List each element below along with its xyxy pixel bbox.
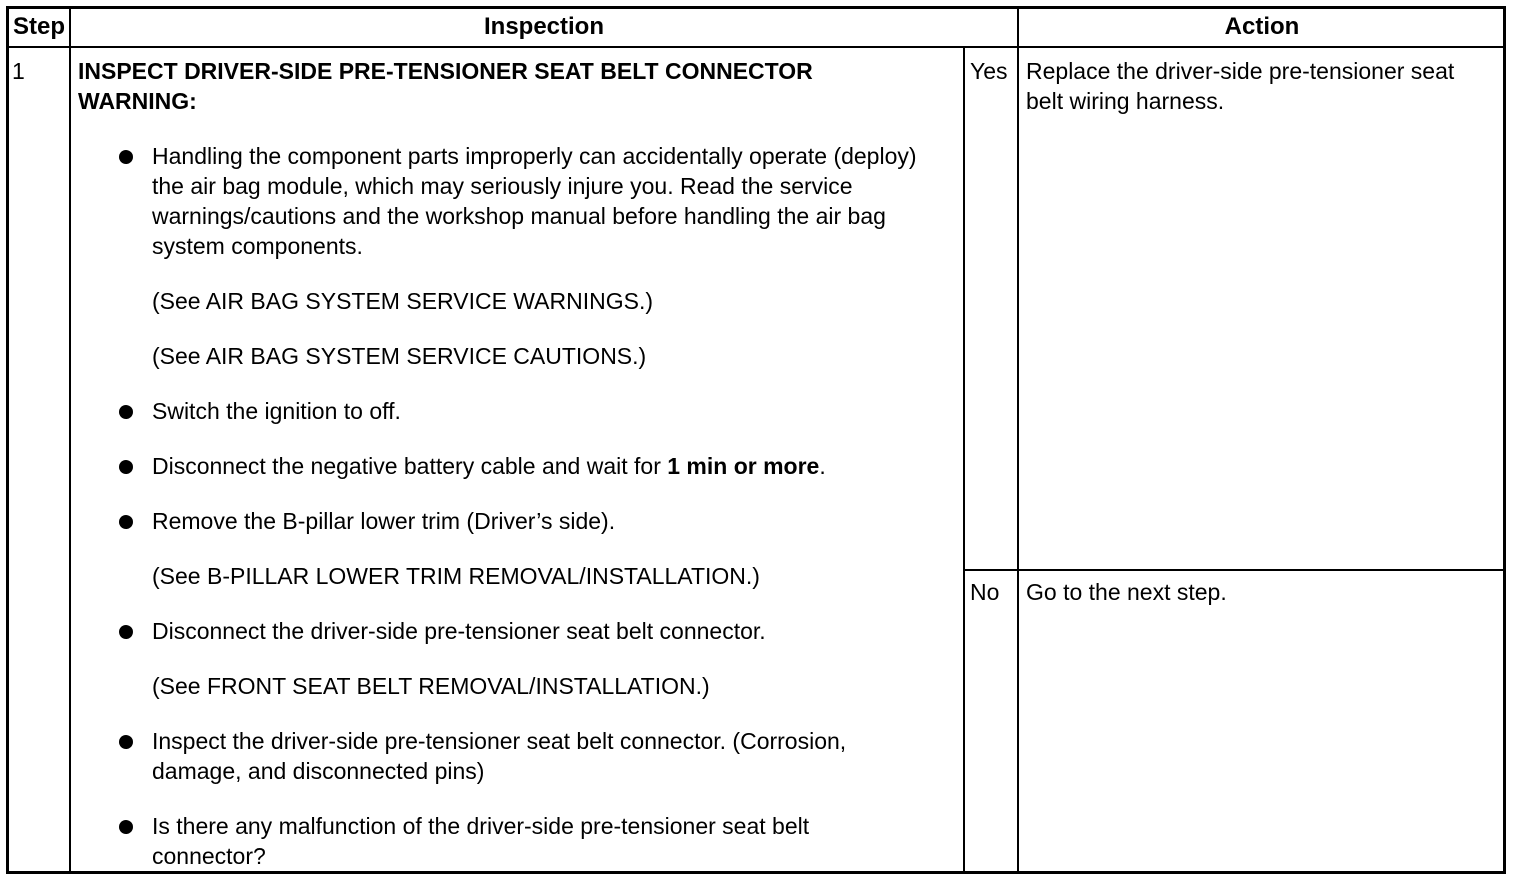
inspection-title-line2: WARNING: [78,88,197,114]
bullet-icon [119,735,133,749]
inspection-title [78,56,958,116]
inspection-step-emphasis: 1 min or more [667,453,820,479]
column-divider-step [69,6,71,874]
header-action: Action [1224,13,1300,40]
inspection-reference: (See B-PILLAR LOWER TRIM REMOVAL/INSTALLATION.) [152,563,760,589]
inspection-step: Switch the ignition to off. [152,398,401,424]
bullet-icon [119,405,133,419]
no-action: Go to the next step. [1026,579,1227,605]
header-divider [6,46,1506,48]
step-number: 1 [12,58,25,84]
inspection-reference: (See AIR BAG SYSTEM SERVICE WARNINGS.) [152,288,654,314]
inspection-question: Is there any malfunction of the driver-side pre-tensioner seat belt connector? [152,813,810,869]
bullet-icon [119,460,133,474]
bullet-icon [119,515,133,529]
bullet-icon [119,820,133,834]
inspection-step: Inspect the driver-side pre-tensioner seat belt connector. (Corrosion, damage, and disconnected pins) [152,728,847,784]
inspection-step: Disconnect the driver-side pre-tensioner seat belt connector. [152,618,766,644]
yes-label: Yes [970,58,1008,84]
column-divider-action [1017,6,1019,874]
inspection-title-line1: INSPECT DRIVER-SIDE PRE-TENSIONER SEAT BELT CONNECTOR [78,58,813,84]
no-label: No [970,579,1000,605]
inspection-reference: (See FRONT SEAT BELT REMOVAL/INSTALLATION.) [152,673,710,699]
inspection-warning-text: Handling the component parts improperly can accidentally operate (deploy) the air bag module, which may seriously injure you. Read the service warnings/cautions and the workshop manual before handling the air bag system components. [152,143,917,259]
header-inspection: Inspection [483,13,604,40]
column-divider-yes-no [963,47,965,874]
header-step: Step [12,13,65,40]
bullet-icon [119,150,133,164]
inspection-step-text-end: . [819,453,826,479]
inspection-step [152,451,952,481]
yes-action: Replace the driver-side pre-tensioner seat belt wiring harness. [1026,58,1455,114]
bullet-icon [119,625,133,639]
inspection-step: Remove the B-pillar lower trim (Driver’s side). [152,508,616,534]
yes-no-divider [963,569,1506,571]
inspection-reference: (See AIR BAG SYSTEM SERVICE CAUTIONS.) [152,343,647,369]
inspection-step-text: Disconnect the negative battery cable and wait for [152,453,668,479]
